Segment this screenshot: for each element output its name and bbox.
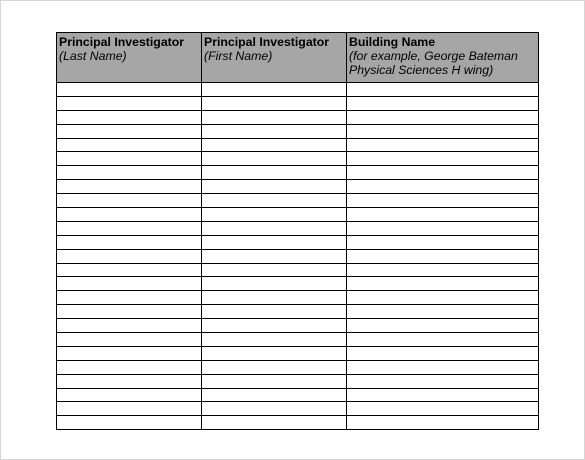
cell-pi-last-name[interactable]	[57, 166, 202, 180]
cell-pi-first-name[interactable]	[202, 180, 347, 194]
table-row	[57, 152, 539, 166]
cell-pi-last-name[interactable]	[57, 305, 202, 319]
cell-pi-last-name[interactable]	[57, 374, 202, 388]
cell-pi-first-name[interactable]	[202, 83, 347, 97]
table-row	[57, 263, 539, 277]
column-title: Principal Investigator	[204, 35, 330, 49]
cell-building-name[interactable]	[347, 305, 539, 319]
table-row	[57, 388, 539, 402]
cell-pi-first-name[interactable]	[202, 110, 347, 124]
table-row	[57, 360, 539, 374]
cell-pi-last-name[interactable]	[57, 208, 202, 222]
table-row	[57, 110, 539, 124]
cell-pi-first-name[interactable]	[202, 416, 347, 430]
cell-pi-first-name[interactable]	[202, 221, 347, 235]
cell-building-name[interactable]	[347, 96, 539, 110]
cell-building-name[interactable]	[347, 235, 539, 249]
cell-pi-last-name[interactable]	[57, 346, 202, 360]
cell-pi-last-name[interactable]	[57, 124, 202, 138]
cell-pi-last-name[interactable]	[57, 152, 202, 166]
table-row	[57, 277, 539, 291]
investigator-table	[56, 32, 539, 430]
cell-pi-first-name[interactable]	[202, 249, 347, 263]
cell-pi-first-name[interactable]	[202, 374, 347, 388]
cell-pi-first-name[interactable]	[202, 235, 347, 249]
cell-building-name[interactable]	[347, 208, 539, 222]
table-row	[57, 305, 539, 319]
cell-building-name[interactable]	[347, 249, 539, 263]
cell-pi-first-name[interactable]	[202, 194, 347, 208]
cell-pi-last-name[interactable]	[57, 360, 202, 374]
table-body	[57, 83, 539, 430]
cell-pi-first-name[interactable]	[202, 291, 347, 305]
cell-building-name[interactable]	[347, 388, 539, 402]
table-row	[57, 402, 539, 416]
cell-pi-last-name[interactable]	[57, 221, 202, 235]
cell-building-name[interactable]	[347, 402, 539, 416]
column-header-pi-last-name[interactable]	[57, 33, 202, 83]
cell-pi-first-name[interactable]	[202, 124, 347, 138]
cell-pi-last-name[interactable]	[57, 277, 202, 291]
table-row	[57, 291, 539, 305]
cell-pi-first-name[interactable]	[202, 360, 347, 374]
cell-pi-first-name[interactable]	[202, 208, 347, 222]
cell-building-name[interactable]	[347, 374, 539, 388]
table-row	[57, 235, 539, 249]
cell-building-name[interactable]	[347, 83, 539, 97]
table-row	[57, 180, 539, 194]
table-header	[57, 33, 539, 83]
cell-pi-first-name[interactable]	[202, 152, 347, 166]
table-row	[57, 374, 539, 388]
cell-pi-last-name[interactable]	[57, 416, 202, 430]
column-header-pi-first-name[interactable]	[202, 33, 347, 83]
cell-pi-last-name[interactable]	[57, 402, 202, 416]
cell-pi-first-name[interactable]	[202, 346, 347, 360]
table-row	[57, 319, 539, 333]
cell-building-name[interactable]	[347, 138, 539, 152]
cell-pi-first-name[interactable]	[202, 388, 347, 402]
column-subtitle: (First Name)	[204, 49, 273, 63]
cell-building-name[interactable]	[347, 180, 539, 194]
cell-building-name[interactable]	[347, 263, 539, 277]
cell-pi-last-name[interactable]	[57, 180, 202, 194]
cell-pi-last-name[interactable]	[57, 263, 202, 277]
cell-building-name[interactable]	[347, 166, 539, 180]
cell-pi-first-name[interactable]	[202, 263, 347, 277]
column-title: Building Name	[349, 35, 436, 49]
cell-building-name[interactable]	[347, 360, 539, 374]
cell-building-name[interactable]	[347, 291, 539, 305]
cell-pi-last-name[interactable]	[57, 249, 202, 263]
cell-pi-last-name[interactable]	[57, 388, 202, 402]
cell-building-name[interactable]	[347, 416, 539, 430]
cell-pi-first-name[interactable]	[202, 319, 347, 333]
table-row	[57, 124, 539, 138]
table-row	[57, 96, 539, 110]
table-row	[57, 208, 539, 222]
column-header-building-name[interactable]	[347, 33, 539, 83]
cell-pi-last-name[interactable]	[57, 83, 202, 97]
cell-building-name[interactable]	[347, 194, 539, 208]
cell-pi-first-name[interactable]	[202, 333, 347, 347]
column-subtitle: (Last Name)	[59, 49, 127, 63]
cell-building-name[interactable]	[347, 221, 539, 235]
cell-pi-last-name[interactable]	[57, 194, 202, 208]
cell-building-name[interactable]	[347, 124, 539, 138]
cell-pi-last-name[interactable]	[57, 291, 202, 305]
cell-pi-last-name[interactable]	[57, 319, 202, 333]
table-row	[57, 416, 539, 430]
table-row	[57, 221, 539, 235]
column-title: Principal Investigator	[59, 35, 185, 49]
cell-pi-last-name[interactable]	[57, 138, 202, 152]
table-row	[57, 249, 539, 263]
cell-pi-first-name[interactable]	[202, 277, 347, 291]
table-row	[57, 138, 539, 152]
column-subtitle: (for example, George Bateman Physical Sciences H wing)	[349, 49, 518, 77]
cell-pi-first-name[interactable]	[202, 96, 347, 110]
cell-pi-last-name[interactable]	[57, 333, 202, 347]
cell-building-name[interactable]	[347, 152, 539, 166]
cell-pi-first-name[interactable]	[202, 166, 347, 180]
cell-pi-last-name[interactable]	[57, 235, 202, 249]
cell-building-name[interactable]	[347, 277, 539, 291]
cell-pi-first-name[interactable]	[202, 402, 347, 416]
cell-pi-first-name[interactable]	[202, 138, 347, 152]
cell-building-name[interactable]	[347, 333, 539, 347]
header-row	[57, 33, 539, 83]
table-row	[57, 194, 539, 208]
table-row	[57, 333, 539, 347]
table-row	[57, 346, 539, 360]
cell-pi-first-name[interactable]	[202, 305, 347, 319]
cell-building-name[interactable]	[347, 319, 539, 333]
table-row	[57, 83, 539, 97]
cell-building-name[interactable]	[347, 346, 539, 360]
cell-building-name[interactable]	[347, 110, 539, 124]
table-row	[57, 166, 539, 180]
cell-pi-last-name[interactable]	[57, 110, 202, 124]
cell-pi-last-name[interactable]	[57, 96, 202, 110]
